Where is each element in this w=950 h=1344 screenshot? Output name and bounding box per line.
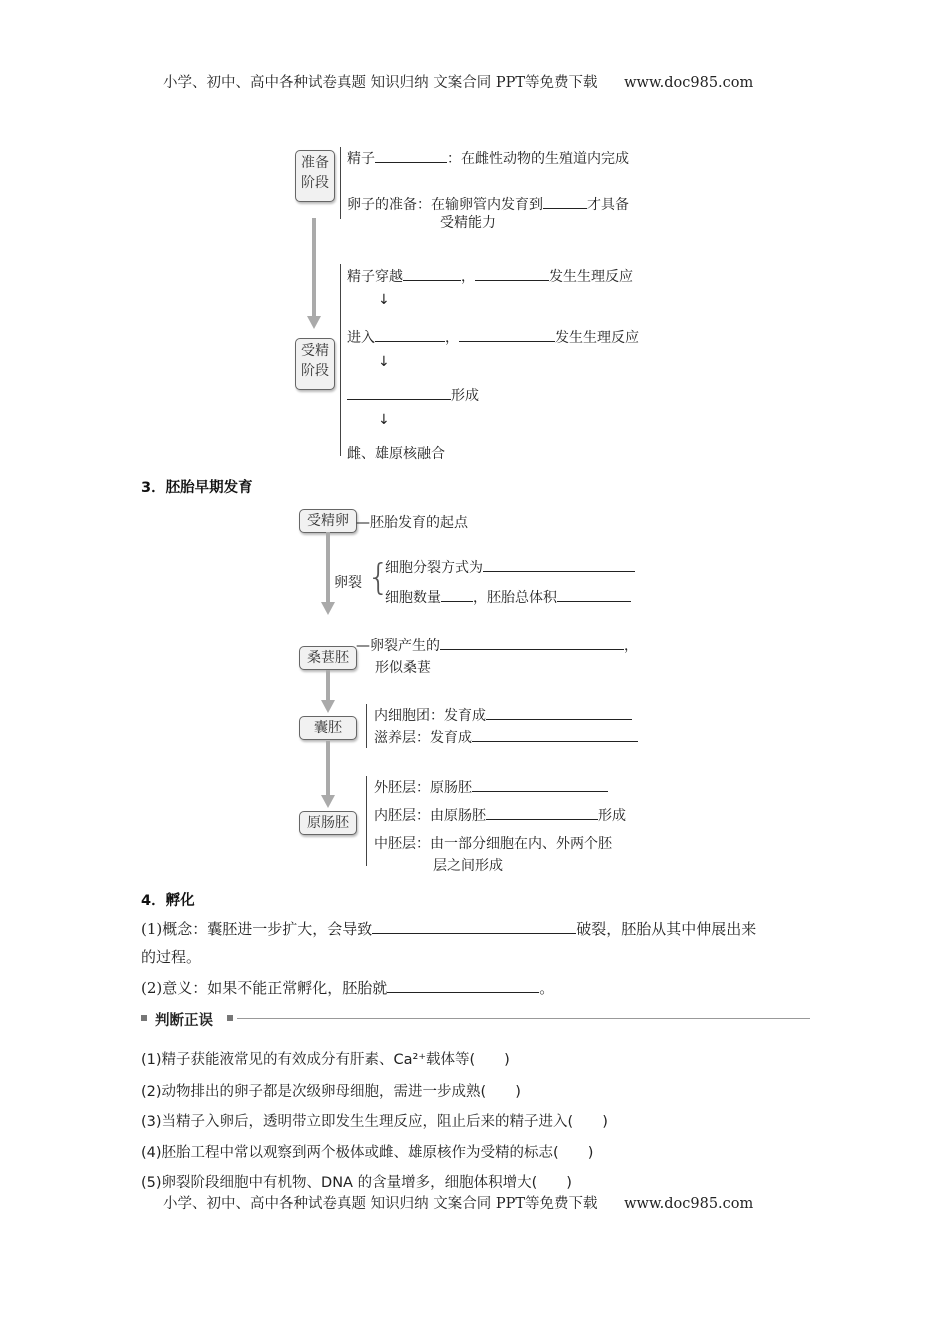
- page-header: [163, 71, 753, 92]
- egg-prep-line2: 受精能力: [440, 215, 496, 231]
- header-site: www.doc985.com: [624, 75, 754, 91]
- gastrula-box: 原肠胚: [299, 811, 357, 835]
- morula-desc-1: —卵裂产生的 ，: [356, 635, 638, 655]
- arrow-down-icon: ↓: [378, 412, 390, 428]
- section-4-title: 4．孵化: [141, 893, 195, 909]
- square-bullet-icon: [141, 1015, 147, 1021]
- footer-text: 小学、初中、高中各种试卷真题 知识归纳 文案合同 PPT等免费下载: [163, 1196, 598, 1212]
- prep-bracket: [340, 147, 341, 219]
- hatching-concept: (1)概念：囊胚进一步扩大，会导致 破裂，胚胎从其中伸展出来: [141, 920, 757, 938]
- square-bullet-icon: [227, 1015, 233, 1021]
- hatching-meaning: (2)意义：如果不能正常孵化，胚胎就 。: [141, 979, 555, 997]
- judge-header: [141, 1010, 810, 1028]
- gastrula-line-3: 中胚层：由一部分细胞在内、外两个胚: [374, 836, 612, 852]
- blastocyst-line-1: 内细胞团：发育成: [374, 705, 632, 725]
- page-footer: [163, 1192, 753, 1213]
- gastrula-line-1: 外胚层：原肠胚: [374, 777, 608, 797]
- cleavage-line-1: 细胞分裂方式为: [385, 557, 635, 577]
- judge-item: (5)卵裂阶段细胞中有机物、DNA 的含量增多，细胞体积增大( ): [141, 1175, 572, 1191]
- zygote-box: 受精卵: [299, 509, 357, 533]
- morula-box: 桑葚胚: [299, 646, 357, 670]
- gastrula-line-2: 内胚层：由原肠胚 形成: [374, 805, 626, 825]
- blastocyst-bracket: [366, 704, 367, 748]
- fert-step-4: 雌、雄原核融合: [347, 446, 445, 462]
- header-text: 小学、初中、高中各种试卷真题 知识归纳 文案合同 PPT等免费下载: [163, 75, 598, 91]
- fertilization-stage-box: 受精 阶段: [295, 338, 335, 390]
- stage-arrow: [320, 741, 336, 809]
- egg-prep-line: 卵子的准备：在输卵管内发育到 才具备: [347, 194, 629, 214]
- morula-desc-2: 形似桑葚: [375, 660, 431, 676]
- arrow-down-icon: ↓: [378, 354, 390, 370]
- fert-step-1: 精子穿越 ， 发生生理反应: [347, 266, 633, 286]
- gastrula-line-4: 层之间形成: [433, 858, 503, 874]
- blastocyst-line-2: 滋养层：发育成: [374, 727, 638, 747]
- blastocyst-box: 囊胚: [299, 716, 357, 740]
- judge-item: (3)当精子入卵后，透明带立即发生生理反应，阻止后来的精子进入( ): [141, 1114, 608, 1130]
- judge-item: (2)动物排出的卵子都是次级卵母细胞，需进一步成熟( ): [141, 1084, 521, 1100]
- divider: [237, 1018, 810, 1019]
- prep-stage-box: 准备 阶段: [295, 150, 335, 202]
- fert-step-3: 形成: [347, 385, 479, 405]
- gastrula-bracket: [366, 776, 367, 866]
- fert-step-2: 进入 ， 发生生理反应: [347, 327, 639, 347]
- footer-site: www.doc985.com: [624, 1196, 754, 1212]
- judge-title: 判断正误: [155, 1013, 213, 1029]
- sperm-prep-line: 精子 ：在雌性动物的生殖道内完成: [347, 148, 629, 168]
- zygote-desc: —胚胎发育的起点: [356, 515, 468, 531]
- fert-bracket: [340, 264, 341, 456]
- cleavage-line-2: 细胞数量 ，胚胎总体积: [385, 587, 631, 607]
- stage-arrow: [320, 670, 336, 714]
- judge-item: (1)精子获能液常见的有效成分有肝素、Ca²⁺载体等( ): [141, 1052, 510, 1068]
- hatching-concept-cont: 的过程。: [141, 948, 202, 966]
- judge-item: (4)胚胎工程中常以观察到两个极体或雌、雄原核作为受精的标志( ): [141, 1145, 594, 1161]
- cleavage-label: 卵裂: [334, 572, 362, 592]
- cleavage-brace: {: [367, 557, 390, 598]
- arrow-down-icon: ↓: [378, 292, 390, 308]
- stage-arrow: [306, 218, 322, 330]
- section-3-title: 3．胚胎早期发育: [141, 480, 253, 496]
